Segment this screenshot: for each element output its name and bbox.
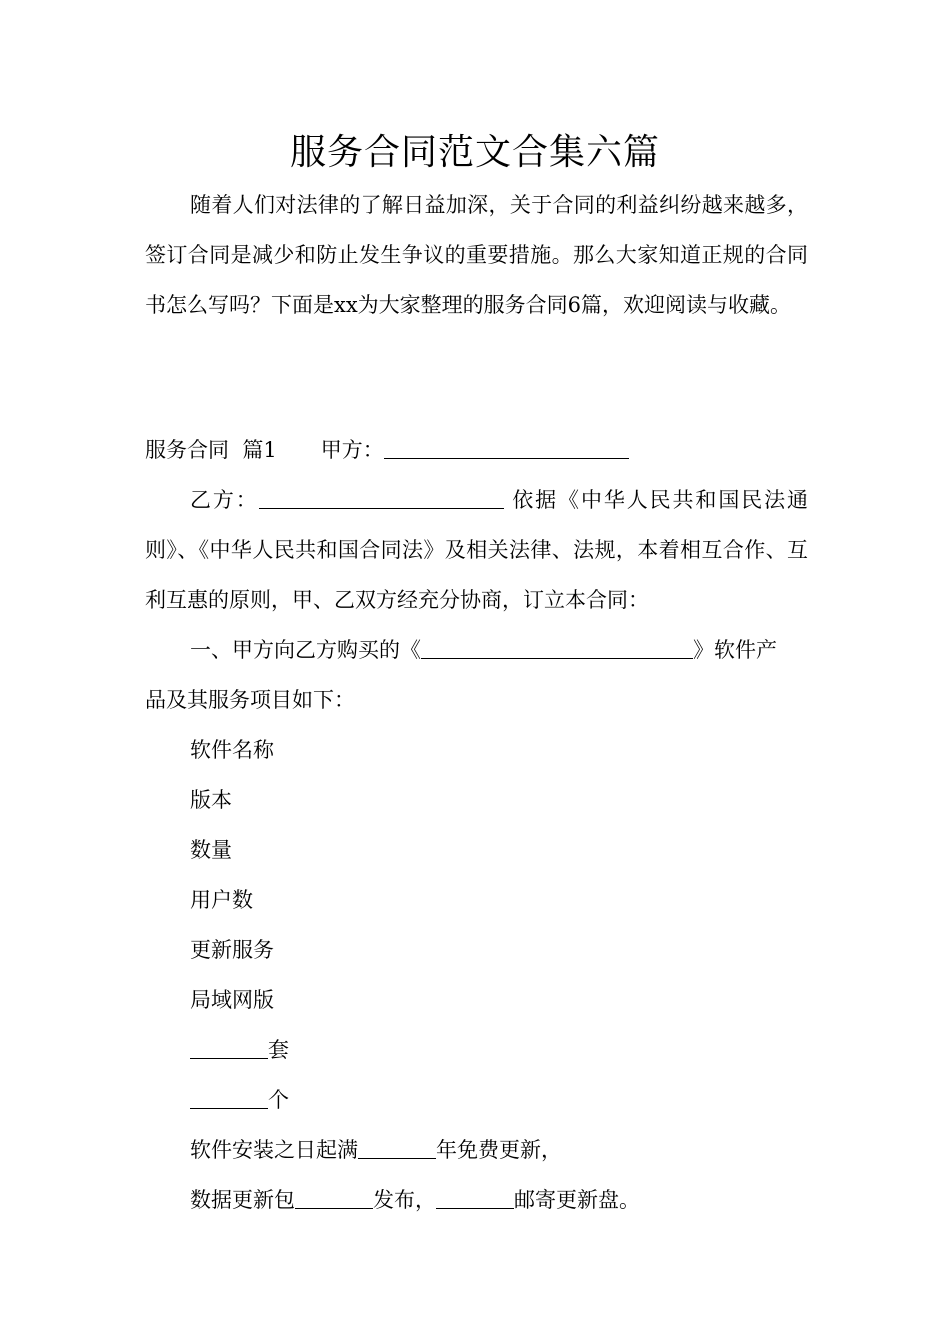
item-software-name: 软件名称 (190, 738, 274, 762)
section-heading-line (145, 425, 629, 475)
item-version: 版本 (190, 788, 232, 812)
set-count-line (190, 1025, 289, 1075)
update-suffix: 年免费更新， (436, 1138, 562, 1162)
data-mid: 发布， (373, 1188, 436, 1212)
set-count-blank (190, 1037, 268, 1059)
item-user-count: 用户数 (190, 888, 253, 912)
update-prefix: 软件安装之日起满 (190, 1138, 358, 1162)
software-name-blank (421, 637, 693, 659)
data-prefix: 数据更新包 (190, 1188, 295, 1212)
item-update-service: 更新服务 (190, 938, 274, 962)
clause1-suffix: 》软件产 (693, 638, 777, 662)
clause1-prefix: 一、甲方向乙方购买的《 (190, 638, 421, 662)
party-b-paragraph (145, 475, 808, 625)
party-b-blank (259, 487, 504, 509)
data-release-blank (295, 1187, 373, 1209)
data-update-line (190, 1175, 640, 1225)
data-suffix: 邮寄更新盘。 (514, 1188, 640, 1212)
mail-disk-blank (436, 1187, 514, 1209)
item-quantity: 数量 (190, 838, 232, 862)
document-title: 服务合同范文合集六篇 (289, 132, 660, 173)
item-lan-version: 局域网版 (190, 988, 274, 1012)
clause1-line (190, 625, 777, 675)
unit-count: 个 (268, 1088, 289, 1112)
unit-set: 套 (268, 1038, 289, 1062)
clause1-line2: 品及其服务项目如下： (145, 688, 355, 712)
party-b-text: 依据《中华人民共和国民法通则》、《中华人民共和国合同法》及相关法律、法规，本着相互合作、互利互惠的原则，甲、乙双方经充分协商，订立本合同： (145, 488, 808, 612)
user-count-line (190, 1075, 289, 1125)
intro-paragraph: 随着人们对法律的了解日益加深，关于合同的利益纠纷越来越多，签订合同是减少和防止发生争议的重要措施。那么大家知道正规的合同书怎么写吗？下面是xx为大家整理的服务合同6篇，欢迎阅读与收藏。 (145, 193, 808, 317)
update-term-line (190, 1125, 562, 1175)
party-a-label: 甲方： (320, 438, 384, 462)
party-b-label: 乙方： (190, 488, 259, 512)
update-years-blank (358, 1137, 436, 1159)
party-a-blank (384, 437, 629, 459)
user-count-blank (190, 1087, 268, 1109)
section-heading: 服务合同 篇1 (145, 438, 277, 462)
